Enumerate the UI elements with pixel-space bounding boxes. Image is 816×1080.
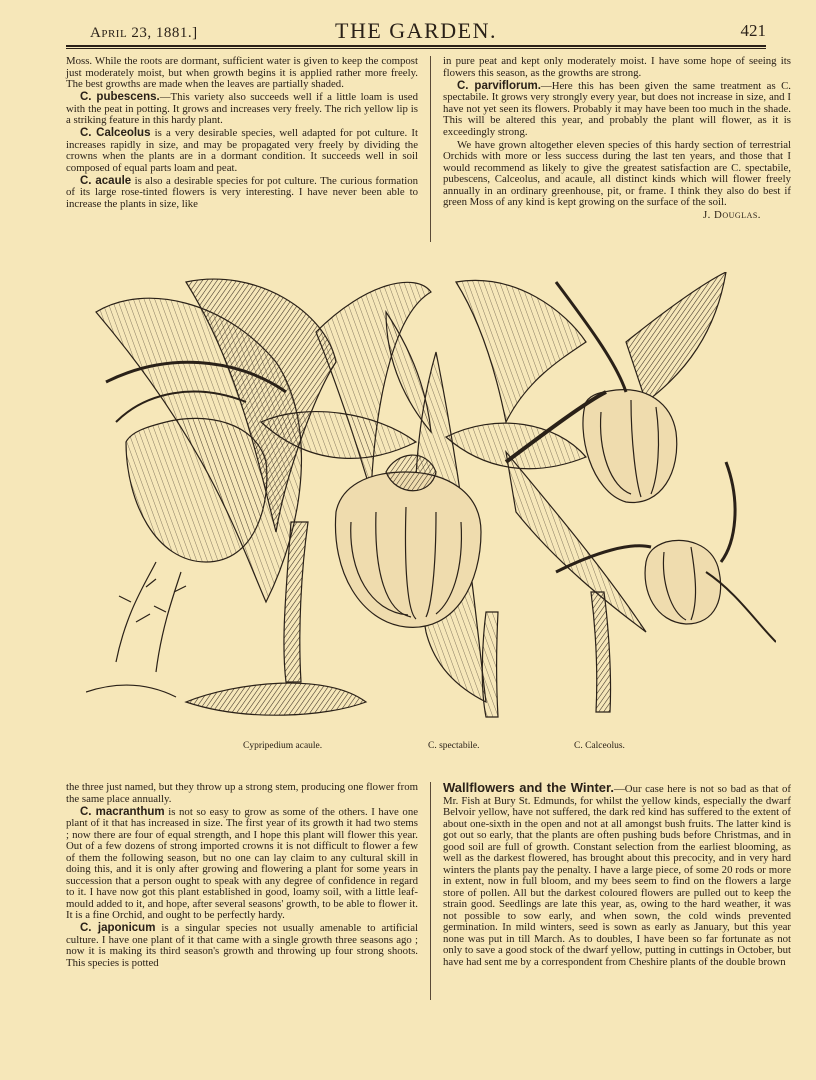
header-rule-thin: [66, 48, 766, 49]
section-heading: C. pubescens.: [80, 91, 160, 103]
paragraph-text: —Here this has been given the same treatment as C. spectabile. It grows very strongly every year, but does not increase in size, and I have not yet seen its flowers. Probably it may have been too much in the shade. This will be altered this year, and probably the plant will flower, as it is exceedingly strong.: [443, 79, 791, 138]
journal-title: THE GARDEN.: [335, 18, 497, 43]
paragraph-text: is a very desirable species, well adapted for pot culture. It increases rapidly in size, and may be propagated very freely by dividing the crowns when the plants are in a dormant condition. It succeeds well in soil composed of equal parts loam and peat.: [66, 127, 418, 174]
figure-caption: Cypripedium acaule.: [243, 741, 323, 751]
paragraph-text: is a singular species not usually amenable to artificial culture. I have one plant of it that came with a single growth three seasons ago ; now it is making its third season's growth and throwing up four strong shoots. This species is potted: [66, 922, 419, 969]
section-heading: C. parviflorum.: [457, 79, 541, 92]
section-heading: Wallflowers and the Winter.: [443, 780, 614, 795]
section-heading: C. japonicum: [80, 922, 156, 934]
column-top-right: [443, 56, 791, 223]
paragraph-text: is also a desirable species for pot culture. The curious formation of its large rose-tinted flowers is very interesting. I have never been able to increase the plants in size, like: [66, 174, 418, 210]
header-rule: [66, 45, 766, 47]
paragraph: in pure peat and kept only moderately moist. I have some hope of seeing its flowers this season, as the growths are strong.: [443, 55, 791, 79]
paragraph: [66, 807, 418, 922]
paragraph: [443, 782, 791, 968]
column-divider-top: [430, 56, 431, 242]
paragraph: [66, 92, 418, 127]
figure-caption: C. Calceolus.: [574, 741, 625, 751]
section-heading: C. acaule: [80, 174, 132, 187]
paragraph: [66, 128, 418, 174]
cypripedium-engraving: [86, 272, 776, 732]
figure-caption: C. spectabile.: [428, 741, 480, 751]
column-top-left: [66, 56, 418, 212]
column-bottom-left: [66, 782, 418, 971]
paragraph: We have grown altogether eleven species of this hardy section of terrestrial Orchids with more or less success during the last ten years, and those that I would recommend as likely to give the greatest satisfaction are C. spectabile, pubescens, Calceolus, and acaule, all distinct kinds which will flower freely annually in an ordinary greenhouse, pit, or frame. I think they also do best if green Moss of any kind is kept growing on the surface of the soil.: [443, 138, 791, 208]
paragraph-text: is not so easy to grow as some of the others. I have one plant of it that has increased in size. The first year of its growth it had two stems ; now there are four of equal strength, and I hope this plant will flower this year. Out of a few dozens of strong imported crowns it is not difficult to flower a few of them the following season, but no one can lay claim to any cultural skill in doing this, and it is only after growing and flowering a plant for some years in succession that a person ought to speak with any degree of confidence in regard to it. I have now got this plant established in good, loamy soil, with a little leaf-mould added to it, and hope, after several seasons' growth, to be able to flower it. It is a fine Orchid, and ought to be perfectly hardy.: [66, 805, 419, 921]
column-bottom-right: [443, 782, 791, 970]
issue-date: April 23, 1881.]: [90, 25, 198, 41]
paragraph: [66, 176, 418, 211]
author-signature: J. Douglas.: [702, 209, 761, 221]
paragraph: [443, 81, 791, 139]
running-head: [66, 18, 766, 46]
page-number: 421: [740, 21, 766, 40]
column-divider-bottom: [430, 782, 431, 1000]
paragraph: the three just named, but they throw up a strong stem, producing one flower from the same place annually.: [66, 781, 418, 805]
section-heading: C. macranthum: [80, 805, 165, 818]
section-heading: C. Calceolus: [80, 127, 151, 139]
paragraph: Moss. While the roots are dormant, sufficient water is given to keep the compost just moderately moist, but when growth begins it is applied rather more freely. The best growths are made when the leaves are partially shaded.: [66, 55, 418, 90]
paragraph: [66, 923, 418, 969]
paragraph-text: —Our case here is not so bad as that of Mr. Fish at Bury St. Edmunds, for whilst the yellow kinds, especially the dwarf Belvoir yellow, have not suffered, the dark red kind has suffered to the extent of about one-sixth in the open and not at all amongst bush fruits. The latter kind is got out so early, that the plants are often pushing buds before Christmas, and in good soil are full of growth. Constant selection from the earliest blooming, as well as the darkest flowered, has brought about this precocity, and in very hard winters the plants pay the penalty. I have a large piece, of some 20 rods or more in extent, now in full bloom, and my bees seem to find on the flowers a large store of pollen. All but the darkest coloured flowers are pulled out to keep the strain good. Seedlings are late this year, as, owing to the hard weather, it was not possible to sow early, and when sown, the cold winds prevented germination. In mild winters, seed is sown as early as January, but this year none was put in till March. As to doubles, I have been so far fortunate as not only to save a good stock of the dwarf yellow, putting in cuttings in October, but have had sent me by a correspondent from Cheshire plants of the double brown: [443, 783, 791, 968]
paragraph-text: —This variety also succeeds well if a little loam is used with the peat in potting. It grows and increases very freely. The rich yellow lip is a striking feature in this hardy plant.: [66, 91, 419, 126]
